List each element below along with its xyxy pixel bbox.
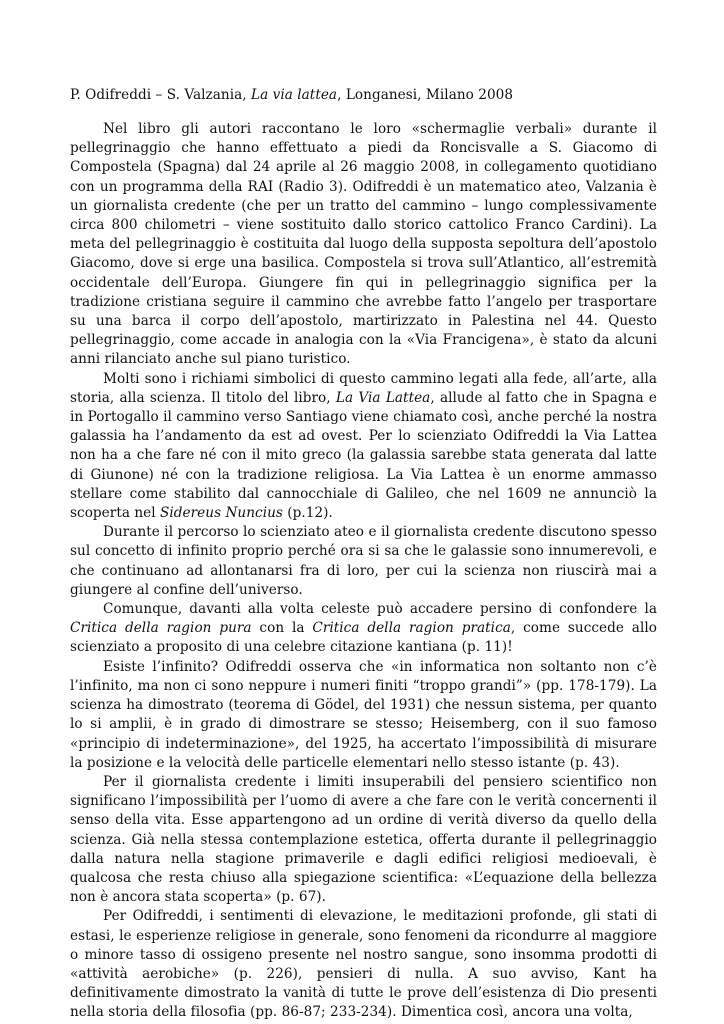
paragraph-text: Comunque, davanti alla volta celeste può accadere persino di confondere la: [103, 601, 657, 618]
citation-title: La via lattea: [251, 87, 338, 103]
paragraph: [70, 600, 657, 658]
italic-title-text: La Via Lattea: [335, 389, 431, 406]
paragraph-text: Nel libro gli autori raccontano le loro «schermaglie verbali» durante il pellegrinaggio che hanno effettuato a piedi da Roncisvalle a S. Giacomo di Compostela (Spagna) dal 24 aprile al 26 maggio 2008, in collegamento quotidiano con un programma della RAI (Radio 3). Odifreddi è un matematico ateo, Valzania è un giornalista credente (che per un tratto del cammino – lungo complessivamente circa 800 chilometri – viene sostituito dallo storico cattolico Franco Cardini). La meta del pellegrinaggio è costituita dal luogo della supposta sepoltura dell’apostolo Giacomo, dove si erge una basilica. Compostela si trova sull’Atlantico, all’estremità occidentale dell’Europa. Giungere fin qui in pellegrinaggio significa per la tradizione cristiana seguire il cammino che avrebbe fatto l’angelo per trasportare su una barca il corpo dell’apostolo, martirizzato in Palestina nel 44. Questo pellegrinaggio, come accade in analogia con la «Via Francigena», è stato da alcuni anni rilanciato anche sul piano turistico.: [70, 121, 657, 368]
paragraph-text: Per il giornalista credente i limiti insuperabili del pensiero scientifico non significano l’impossibilità per l’uomo di avere a che fare con le verità concernenti il senso della vita. Esse appartengono ad un ordine di verità diverso da quello della scienza. Già nella stessa contemplazione estetica, offerta durante il pellegrinaggio dalla natura nella stagione primaverile e dagli edifici religiosi medioevali, è qualcosa che resta chiuso alla spiegazione scientifica: «L’equazione della bellezza non è ancora stata scoperta» (p. 67).: [70, 773, 657, 906]
paragraph-text: , allude al fatto che in Spagna e in Portogallo il cammino verso Santiago viene chiamato così, anche perché la nostra galassia ha l’andamento da est ad ovest. Per lo scienziato Odifreddi la Via Lattea non ha a che fare né con il mito greco (la galassia sarebbe stata generata dal latte di Giunone) né con la tradizione religiosa. La Via Lattea è un enorme ammasso stellare come stabilito dal cannocchiale di Galileo, che nel 1609 ne annunciò la scoperta nel: [70, 389, 657, 522]
paragraph-text: Per Odifreddi, i sentimenti di elevazione, le meditazioni profonde, gli stati di estasi, le esperienze religiose in generale, sono fenomeni da ricondurre al maggiore o minore tasso di ossigeno presente nel nostro sangue, sono insomma prodotti di «attività aerobiche» (p. 226), pensieri di nulla. A suo avviso, Kant ha definitivamente dimostrato la vanità di tutte le prove dell’esistenza di Dio presenti nella storia della filosofia (pp. 86-87; 233-234). Dimentica così, ancora una volta,: [70, 908, 657, 1021]
paragraph-text: , come succede allo scienziato a proposito di una celebre citazione kantiana (p. 11)!: [70, 620, 657, 656]
italic-title-text: Critica della ragion pura: [70, 620, 252, 637]
book-citation: [70, 86, 660, 105]
paragraph: [70, 907, 657, 1022]
review-body: [70, 120, 657, 1023]
italic-title-text: Critica della ragion pratica: [312, 620, 511, 637]
paragraph: [70, 523, 657, 600]
paragraph: [70, 120, 657, 370]
italic-title-text: Sidereus Nuncius: [160, 505, 283, 522]
paragraph-text: Esiste l’infinito? Odifreddi osserva che «in informatica non soltanto non c’è l’infinito, ma non ci sono neppure i numeri finiti “troppo grandi”» (pp. 178-179). La scienza ha dimostrato (teorema di Gödel, del 1931) che nessun sistema, per quanto lo si amplii, è in grado di dimostrare se stesso; Heisemberg, con il suo famoso «principio di indeterminazione», del 1925, ha accertato l’impossibilità di misurare la posizione e la velocità delle particelle elementari nello stesso istante (p. 43).: [70, 658, 657, 771]
paragraph-text: Durante il percorso lo scienziato ateo e il giornalista credente discutono spesso sul concetto di infinito proprio perché ora si sa che le galassie sono innumerevoli, e che continuano ad allontanarsi fra di loro, per cui la scienza non riuscirà mai a giungere al confine dell’universo.: [70, 524, 657, 598]
citation-authors: P. Odifreddi – S. Valzania,: [70, 87, 251, 103]
paragraph-text: con la: [251, 620, 313, 637]
paragraph: [70, 658, 657, 773]
citation-publisher: , Longanesi, Milano 2008: [337, 87, 514, 103]
paragraph-text: (p.12).: [282, 505, 333, 522]
paragraph: [70, 370, 657, 524]
paragraph-text: Molti sono i richiami simbolici di questo cammino legati alla fede, all’arte, alla storia, alla scienza. Il titolo del libro,: [70, 370, 657, 406]
paragraph: [70, 773, 657, 907]
